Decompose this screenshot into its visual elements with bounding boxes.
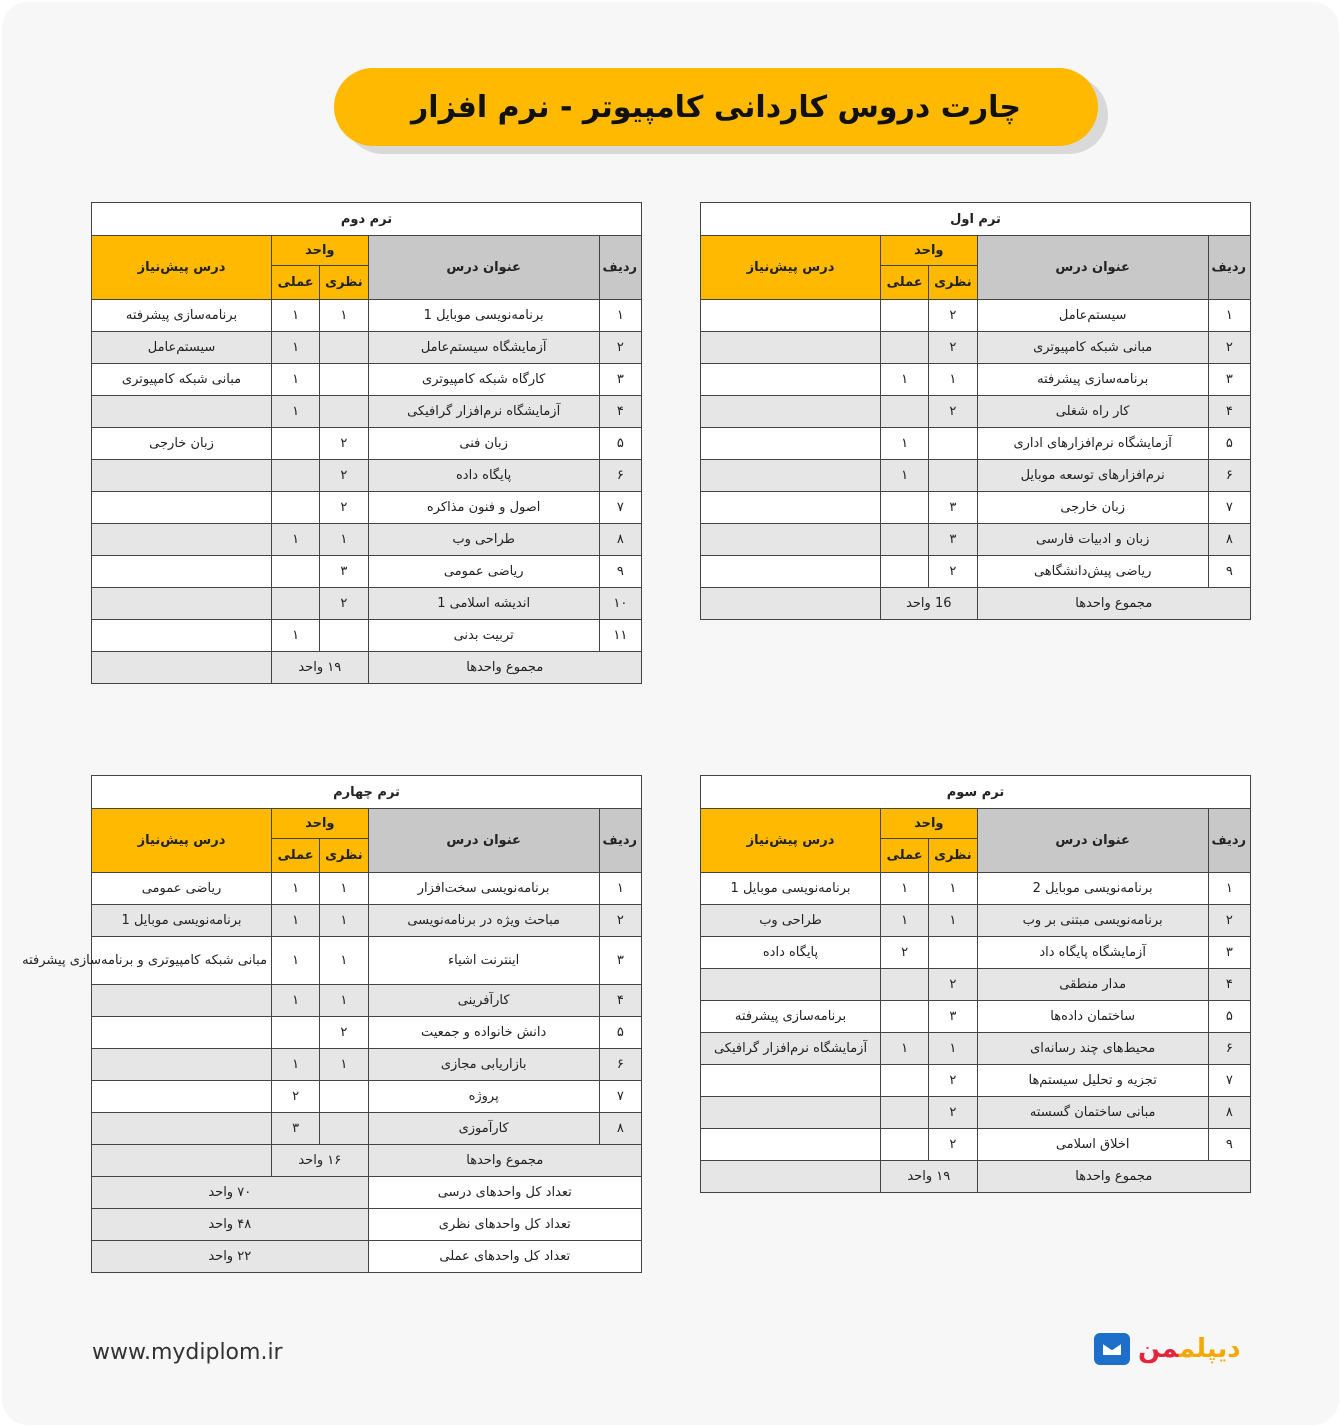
units-practical xyxy=(881,332,929,364)
course-name: پروژه xyxy=(368,1081,599,1113)
units-theory: ۱ xyxy=(320,300,368,332)
row-number: ۷ xyxy=(1208,1065,1250,1097)
prerequisite xyxy=(92,588,272,620)
term-title: ترم اول xyxy=(701,203,1251,236)
total-value: ۱۶ واحد xyxy=(272,1145,369,1177)
table-row xyxy=(701,873,1251,905)
prerequisite: برنامه‌نویسی موبایل 1 xyxy=(701,873,881,905)
table-row xyxy=(92,1081,642,1113)
row-number: ۸ xyxy=(599,524,641,556)
row-number: ۵ xyxy=(599,428,641,460)
prerequisite xyxy=(701,300,881,332)
header-row xyxy=(701,236,1251,266)
units-theory: ۱ xyxy=(320,985,368,1017)
units-practical: ۱ xyxy=(272,620,320,652)
units-theory xyxy=(929,460,977,492)
term-title-row xyxy=(701,776,1251,809)
total-row xyxy=(92,1145,642,1177)
term-table-4 xyxy=(22,775,642,1273)
course-name: کار راه شغلی xyxy=(977,396,1208,428)
header-onvan: عنوان درس xyxy=(368,236,599,300)
row-number: ۳ xyxy=(599,937,641,985)
units-practical: ۱ xyxy=(881,460,929,492)
header-pishniaz: درس پیش‌نیاز xyxy=(701,236,881,300)
table-row xyxy=(701,364,1251,396)
table-row xyxy=(701,937,1251,969)
header-vahed: واحد xyxy=(272,236,369,266)
course-name: برنامه‌نویسی موبایل 1 xyxy=(368,300,599,332)
prerequisite xyxy=(701,492,881,524)
units-practical: ۱ xyxy=(272,332,320,364)
units-practical xyxy=(881,1097,929,1129)
units-theory: ۲ xyxy=(320,588,368,620)
units-practical: ۱ xyxy=(272,905,320,937)
table-row xyxy=(701,1065,1251,1097)
total-label: مجموع واحدها xyxy=(368,1145,641,1177)
course-name: آزمایشگاه نرم‌افزار گرافیکی xyxy=(368,396,599,428)
row-number: ۹ xyxy=(1208,1129,1250,1161)
units-theory: ۳ xyxy=(929,1001,977,1033)
total-value: ۱۹ واحد xyxy=(881,1161,978,1193)
summary-value: ۲۲ واحد xyxy=(92,1241,369,1273)
summary-row xyxy=(92,1177,642,1209)
units-theory: ۳ xyxy=(320,556,368,588)
header-nazari: نظری xyxy=(320,266,368,300)
table-row xyxy=(701,492,1251,524)
units-theory: ۲ xyxy=(929,332,977,364)
course-name: اصول و فنون مذاکره xyxy=(368,492,599,524)
units-practical xyxy=(272,460,320,492)
course-name: آزمایشگاه پایگاه داد xyxy=(977,937,1208,969)
course-name: برنامه‌سازی پیشرفته xyxy=(977,364,1208,396)
row-number: ۱۰ xyxy=(599,588,641,620)
units-theory xyxy=(929,428,977,460)
table-row xyxy=(92,588,642,620)
row-number: ۸ xyxy=(1208,524,1250,556)
term-table-1 xyxy=(700,202,1251,620)
table-row xyxy=(92,364,642,396)
table-row xyxy=(701,524,1251,556)
header-radif: ردیف xyxy=(1208,236,1250,300)
course-name: آزمایشگاه نرم‌افزارهای اداری xyxy=(977,428,1208,460)
row-number: ۸ xyxy=(599,1113,641,1145)
prerequisite xyxy=(701,969,881,1001)
prerequisite: زبان خارجی xyxy=(92,428,272,460)
term-title-row xyxy=(92,776,642,809)
units-practical: ۱ xyxy=(881,1033,929,1065)
units-practical xyxy=(881,396,929,428)
units-practical: ۱ xyxy=(272,985,320,1017)
table-row xyxy=(92,332,642,364)
row-number: ۳ xyxy=(599,364,641,396)
prerequisite: سیستم‌عامل xyxy=(92,332,272,364)
row-number: ۱ xyxy=(599,873,641,905)
units-theory xyxy=(929,937,977,969)
course-name: کارآموزی xyxy=(368,1113,599,1145)
table-row xyxy=(92,1017,642,1049)
prerequisite xyxy=(701,460,881,492)
units-practical xyxy=(881,969,929,1001)
table-row xyxy=(701,428,1251,460)
units-theory: ۱ xyxy=(929,905,977,937)
header-vahed: واحد xyxy=(881,809,978,839)
prerequisite xyxy=(701,1129,881,1161)
course-name: نرم‌افزارهای توسعه موبایل xyxy=(977,460,1208,492)
row-number: ۳ xyxy=(1208,937,1250,969)
units-theory: ۲ xyxy=(929,1065,977,1097)
header-row xyxy=(701,809,1251,839)
units-theory: ۲ xyxy=(929,300,977,332)
prerequisite xyxy=(701,332,881,364)
prerequisite: مبانی شبکه کامپیوتری و برنامه‌سازی پیشرفته xyxy=(92,937,272,985)
prerequisite: برنامه‌نویسی موبایل 1 xyxy=(92,905,272,937)
total-label: مجموع واحدها xyxy=(977,588,1250,620)
term-title: ترم سوم xyxy=(701,776,1251,809)
table-row xyxy=(701,1001,1251,1033)
units-practical: ۱ xyxy=(881,873,929,905)
row-number: ۵ xyxy=(599,1017,641,1049)
units-theory xyxy=(320,620,368,652)
units-practical: ۱ xyxy=(272,300,320,332)
summary-value: ۴۸ واحد xyxy=(92,1209,369,1241)
summary-label: تعداد کل واحدهای نظری xyxy=(368,1209,641,1241)
units-practical xyxy=(881,556,929,588)
logo-mark-icon xyxy=(1094,1333,1130,1365)
row-number: ۹ xyxy=(1208,556,1250,588)
logo-text-part2: من xyxy=(1138,1334,1179,1364)
units-theory: ۲ xyxy=(929,396,977,428)
units-theory: ۱ xyxy=(320,905,368,937)
table-row xyxy=(701,1097,1251,1129)
header-pishniaz: درس پیش‌نیاز xyxy=(92,809,272,873)
header-amali: عملی xyxy=(881,266,929,300)
course-name: زبان فنی xyxy=(368,428,599,460)
prerequisite xyxy=(92,396,272,428)
prerequisite xyxy=(92,556,272,588)
term-table-2 xyxy=(91,202,642,684)
table-row xyxy=(92,460,642,492)
units-practical xyxy=(272,588,320,620)
units-practical xyxy=(272,556,320,588)
units-practical: ۱ xyxy=(272,937,320,985)
row-number: ۷ xyxy=(599,492,641,524)
total-empty xyxy=(92,652,272,684)
units-practical: ۲ xyxy=(272,1081,320,1113)
table-row xyxy=(92,300,642,332)
header-pishniaz: درس پیش‌نیاز xyxy=(701,809,881,873)
row-number: ۵ xyxy=(1208,428,1250,460)
course-name: مبانی ساختمان گسسته xyxy=(977,1097,1208,1129)
prerequisite xyxy=(701,364,881,396)
course-name: ریاضی پیش‌دانشگاهی xyxy=(977,556,1208,588)
row-number: ۱۱ xyxy=(599,620,641,652)
total-value: 16 واحد xyxy=(881,588,978,620)
units-theory: ۲ xyxy=(320,1017,368,1049)
summary-label: تعداد کل واحدهای عملی xyxy=(368,1241,641,1273)
course-name: ساختمان داده‌ها xyxy=(977,1001,1208,1033)
row-number: ۶ xyxy=(1208,460,1250,492)
units-theory xyxy=(320,396,368,428)
prerequisite: مبانی شبکه کامپیوتری xyxy=(92,364,272,396)
prerequisite xyxy=(701,428,881,460)
header-radif: ردیف xyxy=(1208,809,1250,873)
row-number: ۲ xyxy=(599,332,641,364)
course-name: بازاریابی مجازی xyxy=(368,1049,599,1081)
course-name: کارآفرینی xyxy=(368,985,599,1017)
prerequisite: طراحی وب xyxy=(701,905,881,937)
course-name: ریاضی عمومی xyxy=(368,556,599,588)
units-practical: ۱ xyxy=(272,524,320,556)
header-radif: ردیف xyxy=(599,809,641,873)
total-value: ۱۹ واحد xyxy=(272,652,369,684)
table-row xyxy=(92,937,642,985)
row-number: ۳ xyxy=(1208,364,1250,396)
row-number: ۹ xyxy=(599,556,641,588)
course-name: زبان و ادبیات فارسی xyxy=(977,524,1208,556)
units-theory: ۲ xyxy=(929,1129,977,1161)
prerequisite xyxy=(92,985,272,1017)
units-practical: ۱ xyxy=(272,1049,320,1081)
units-practical xyxy=(881,300,929,332)
header-vahed: واحد xyxy=(272,809,369,839)
prerequisite xyxy=(92,1049,272,1081)
term-title-row xyxy=(701,203,1251,236)
prerequisite xyxy=(92,1017,272,1049)
units-theory xyxy=(320,364,368,396)
header-vahed: واحد xyxy=(881,236,978,266)
units-theory: ۱ xyxy=(929,1033,977,1065)
header-row xyxy=(92,236,642,266)
units-theory: ۱ xyxy=(320,524,368,556)
table-row xyxy=(92,556,642,588)
table-row xyxy=(701,556,1251,588)
total-row xyxy=(92,652,642,684)
row-number: ۷ xyxy=(599,1081,641,1113)
header-amali: عملی xyxy=(881,839,929,873)
footer-url[interactable]: www.mydiplom.ir xyxy=(92,1340,283,1365)
total-empty xyxy=(701,1161,881,1193)
prerequisite: برنامه‌سازی پیشرفته xyxy=(92,300,272,332)
prerequisite xyxy=(701,396,881,428)
course-name: اینترنت اشیاء xyxy=(368,937,599,985)
course-name: اندیشه اسلامی 1 xyxy=(368,588,599,620)
row-number: ۵ xyxy=(1208,1001,1250,1033)
course-name: طراحی وب xyxy=(368,524,599,556)
prerequisite: آزمایشگاه نرم‌افزار گرافیکی xyxy=(701,1033,881,1065)
units-theory: ۱ xyxy=(320,873,368,905)
term-title: ترم چهارم xyxy=(92,776,642,809)
units-theory: ۲ xyxy=(320,460,368,492)
units-theory xyxy=(320,332,368,364)
course-name: دانش خانواده و جمعیت xyxy=(368,1017,599,1049)
units-practical: ۲ xyxy=(881,937,929,969)
course-name: تجزیه و تحلیل سیستم‌ها xyxy=(977,1065,1208,1097)
units-practical: ۱ xyxy=(881,905,929,937)
prerequisite: برنامه‌سازی پیشرفته xyxy=(701,1001,881,1033)
course-name: برنامه‌نویسی موبایل 2 xyxy=(977,873,1208,905)
header-nazari: نظری xyxy=(320,839,368,873)
prerequisite xyxy=(92,460,272,492)
table-row xyxy=(701,1129,1251,1161)
total-label: مجموع واحدها xyxy=(368,652,641,684)
units-theory: ۳ xyxy=(929,492,977,524)
prerequisite xyxy=(701,556,881,588)
total-row xyxy=(701,1161,1251,1193)
units-theory xyxy=(320,1113,368,1145)
units-practical xyxy=(272,1017,320,1049)
course-name: برنامه‌نویسی مبتنی بر وب xyxy=(977,905,1208,937)
units-theory: ۳ xyxy=(929,524,977,556)
table-row xyxy=(92,985,642,1017)
course-name: اخلاق اسلامی xyxy=(977,1129,1208,1161)
title-banner xyxy=(334,68,1098,146)
row-number: ۲ xyxy=(599,905,641,937)
units-practical: ۱ xyxy=(272,396,320,428)
table-row xyxy=(92,1113,642,1145)
units-practical xyxy=(881,1129,929,1161)
table-row xyxy=(92,492,642,524)
header-nazari: نظری xyxy=(929,839,977,873)
summary-row xyxy=(92,1209,642,1241)
table-row xyxy=(701,460,1251,492)
prerequisite xyxy=(92,524,272,556)
units-theory: ۲ xyxy=(929,1097,977,1129)
units-theory: ۱ xyxy=(320,937,368,985)
header-nazari: نظری xyxy=(929,266,977,300)
table-row xyxy=(92,524,642,556)
prerequisite xyxy=(701,524,881,556)
logo-text xyxy=(1138,1334,1241,1364)
units-practical xyxy=(881,1001,929,1033)
units-theory: ۱ xyxy=(929,364,977,396)
term-title: ترم دوم xyxy=(92,203,642,236)
row-number: ۶ xyxy=(1208,1033,1250,1065)
table-row xyxy=(701,1033,1251,1065)
units-practical xyxy=(881,524,929,556)
header-onvan: عنوان درس xyxy=(977,809,1208,873)
course-name: پایگاه داده xyxy=(368,460,599,492)
row-number: ۴ xyxy=(599,985,641,1017)
units-theory: ۲ xyxy=(320,428,368,460)
units-theory: ۲ xyxy=(929,556,977,588)
prerequisite xyxy=(92,1113,272,1145)
table-row xyxy=(92,873,642,905)
prerequisite xyxy=(701,1065,881,1097)
course-name: سیستم‌عامل xyxy=(977,300,1208,332)
table-row xyxy=(92,428,642,460)
prerequisite: ریاضی عمومی xyxy=(92,873,272,905)
total-label: مجموع واحدها xyxy=(977,1161,1250,1193)
prerequisite: پایگاه داده xyxy=(701,937,881,969)
row-number: ۱ xyxy=(599,300,641,332)
brand-logo xyxy=(1094,1333,1241,1365)
table-row xyxy=(92,905,642,937)
header-onvan: عنوان درس xyxy=(368,809,599,873)
term-table-3 xyxy=(700,775,1251,1193)
header-row xyxy=(92,809,642,839)
header-pishniaz: درس پیش‌نیاز xyxy=(92,236,272,300)
table-row xyxy=(92,396,642,428)
table-row xyxy=(92,1049,642,1081)
table-row xyxy=(701,969,1251,1001)
course-name: مباحث ویژه در برنامه‌نویسی xyxy=(368,905,599,937)
table-row xyxy=(701,396,1251,428)
course-name: مدار منطقی xyxy=(977,969,1208,1001)
row-number: ۲ xyxy=(1208,332,1250,364)
course-name: تربیت بدنی xyxy=(368,620,599,652)
logo-text-part1: دیپلم xyxy=(1178,1334,1241,1364)
row-number: ۷ xyxy=(1208,492,1250,524)
units-practical xyxy=(881,1065,929,1097)
row-number: ۸ xyxy=(1208,1097,1250,1129)
summary-label: تعداد کل واحدهای درسی xyxy=(368,1177,641,1209)
row-number: ۶ xyxy=(599,1049,641,1081)
row-number: ۴ xyxy=(1208,969,1250,1001)
units-practical: ۱ xyxy=(881,428,929,460)
units-theory: ۲ xyxy=(929,969,977,1001)
units-practical xyxy=(881,492,929,524)
course-name: کارگاه شبکه کامپیوتری xyxy=(368,364,599,396)
row-number: ۱ xyxy=(1208,300,1250,332)
total-empty xyxy=(92,1145,272,1177)
units-practical: ۱ xyxy=(272,873,320,905)
course-name: زبان خارجی xyxy=(977,492,1208,524)
units-practical: ۳ xyxy=(272,1113,320,1145)
row-number: ۱ xyxy=(1208,873,1250,905)
units-practical xyxy=(272,428,320,460)
course-name: آزمایشگاه سیستم‌عامل xyxy=(368,332,599,364)
units-theory xyxy=(320,1081,368,1113)
prerequisite xyxy=(92,492,272,524)
row-number: ۴ xyxy=(599,396,641,428)
table-row xyxy=(701,332,1251,364)
row-number: ۶ xyxy=(599,460,641,492)
header-onvan: عنوان درس xyxy=(977,236,1208,300)
prerequisite xyxy=(701,1097,881,1129)
header-amali: عملی xyxy=(272,266,320,300)
total-empty xyxy=(701,588,881,620)
table-row xyxy=(92,620,642,652)
total-row xyxy=(701,588,1251,620)
units-theory: ۱ xyxy=(320,1049,368,1081)
units-practical: ۱ xyxy=(881,364,929,396)
units-theory: ۱ xyxy=(929,873,977,905)
prerequisite xyxy=(92,620,272,652)
page-title: چارت دروس کاردانی کامپیوتر - نرم افزار xyxy=(334,68,1098,146)
table-row xyxy=(701,300,1251,332)
units-theory: ۲ xyxy=(320,492,368,524)
row-number: ۴ xyxy=(1208,396,1250,428)
row-number: ۲ xyxy=(1208,905,1250,937)
prerequisite xyxy=(92,1081,272,1113)
header-amali: عملی xyxy=(272,839,320,873)
header-radif: ردیف xyxy=(599,236,641,300)
course-name: مبانی شبکه کامپیوتری xyxy=(977,332,1208,364)
units-practical: ۱ xyxy=(272,364,320,396)
term-title-row xyxy=(92,203,642,236)
course-name: محیط‌های چند رسانه‌ای xyxy=(977,1033,1208,1065)
summary-row xyxy=(92,1241,642,1273)
summary-value: ۷۰ واحد xyxy=(92,1177,369,1209)
course-name: برنامه‌نویسی سخت‌افزار xyxy=(368,873,599,905)
units-practical xyxy=(272,492,320,524)
table-row xyxy=(701,905,1251,937)
